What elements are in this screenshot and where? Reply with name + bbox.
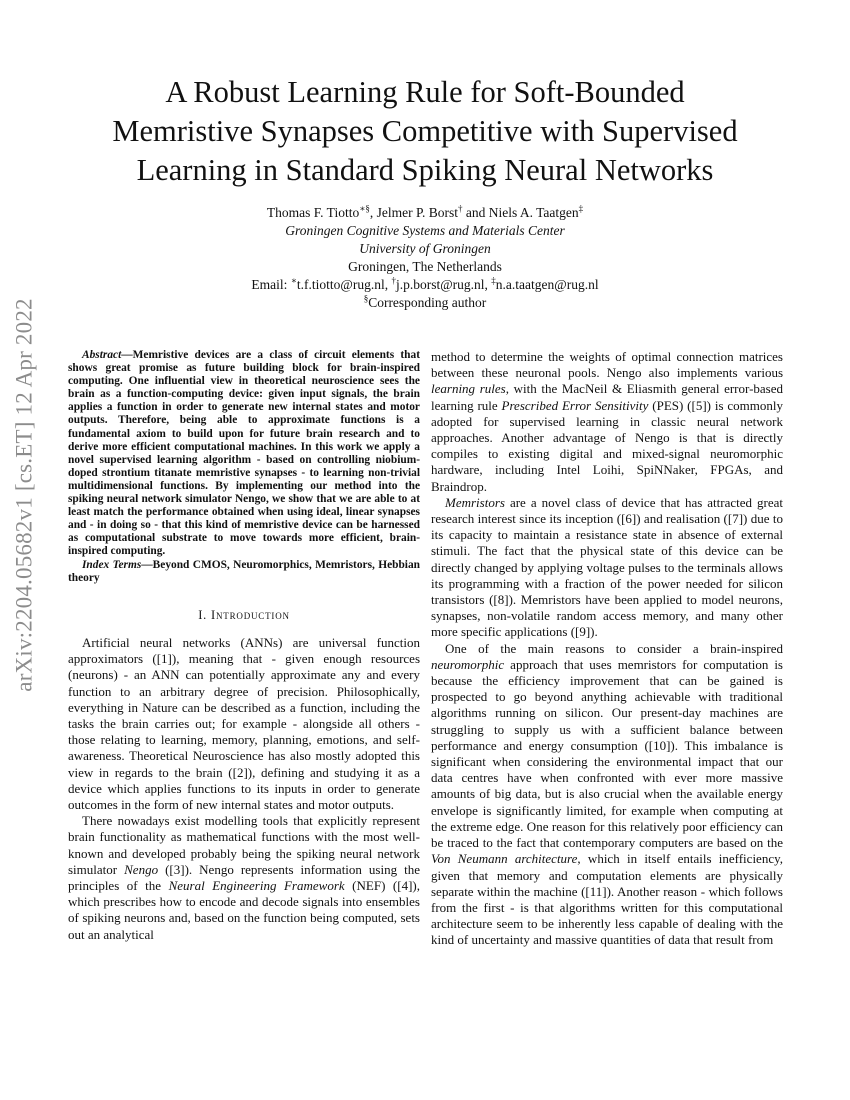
intro-paragraph-1: Artificial neural networks (ANNs) are universal function approximators ([1]), meaning that - given enough resources (neurons) - an ANN can potentially approximate any and every function to an arbitrary degree of precision. Philosophically, everything in Nature can be described as a function, including the tasks the brain carries out; for example - alongside all others - those relating to learning, memory, planning, emotions, and self-awareness. Theoretical Neuroscience has also mostly adopted this view in regards to the brain ([2]), defining and studying it as a device which applies functions to its inputs in order to generate outcomes in the form of new internal states and motor outputs. <box>68 634 420 812</box>
paper-title <box>60 73 790 190</box>
intro-paragraph-3: method to determine the weights of optimal connection matrices between these neuronal pools. Nengo also implements various learning rules, with the MacNeil & Eliasmith general error-based learning rule Prescribed Error Sensitivity (PES) ([5]) is commonly adopted for supervised learning in classic neural network approaches. Another advantage of Nengo is that is directly compiles to existing digital and mixed-signal neuromorphic hardware, including Intel Loihi, SpiNNaker, FPGAs, and Braindrop. <box>431 349 784 494</box>
author-names: Thomas F. Tiotto∗§, Jelmer P. Borst† and Niels A. Taatgen‡ <box>266 203 584 220</box>
affiliation-center: Groningen Cognitive Systems and Materials Center <box>285 223 565 238</box>
right-column <box>431 349 783 949</box>
intro-paragraph-4: Memristors are a novel class of device that has attracted great research interest since its inception ([6]) and realisation ([7]) due to its capacity to maintain a resistance state in absence of external stimuli. The fact that the physical state of this device can be directly changed by applying voltage pulses to the terminals allows its programming with a fraction of the power needed for silicon transistors ([8]). Memristors have been applied to model neurons, synapses, non-volatile random access memory, and many other more specific applications ([9]). <box>431 494 783 640</box>
intro-paragraph-5: One of the main reasons to consider a brain-inspired neuromorphic approach that uses memristors for computation is because the efficiency improvement that can be gained is prospected to go beyond anything achievable with traditional algorithms running on silicon. Our present-day machines are struggling to supply us with a sufficient balance between performance and energy consumption ([10]). This imbalance is significant when considering the environmental impact that our data centres have when confronted with ever more massive amounts of big data, but is also crucial when the available energy envelope is significantly limited, for example when computing at the extreme edge. One reason for this relatively poor efficiency can be traced to the fact that contemporary computers are based on the Von Neumann architecture, which in itself entails inefficiency, given that memory and computation elements are physically separate within the machine ([11]). Another reason - which follows from the first - is that algorithms written for this computational architecture seem to be inherently less capable of dealing with the kind of uncertainty and massive quantities of data that result from <box>431 640 783 948</box>
arxiv-identifier <box>0 295 50 695</box>
index-terms: Index Terms—Beyond CMOS, Neuromorphics, Memristors, Hebbian theory <box>68 558 420 584</box>
author-emails: Email: ∗t.f.tiotto@rug.nl, †j.p.borst@rug.nl, ‡n.a.taatgen@rug.nl <box>251 275 599 292</box>
affiliation-university: University of Groningen <box>359 241 491 256</box>
title-line-3: Learning in Standard Spiking Neural Networks <box>136 153 714 187</box>
left-column <box>68 349 420 943</box>
arxiv-identifier-text: arXiv:2204.05682v1 [cs.ET] 12 Apr 2022 <box>12 298 37 692</box>
abstract: Abstract—Memristive devices are a class of circuit elements that shows great promise as future building block for brain-inspired computing. One influential view in theoretical neuroscience sees the brain as a function-computing device: given input signals, the brain applies a function in order to generate new internal states and motor outputs. Therefore, being able to approximate functions is a fundamental axiom to build upon for future brain research and to derive more efficient computational machines. In this work we apply a novel supervised learning algorithm - based on controlling niobium-doped strontium titanate memristive synapses - to learning non-trivial multidimensional functions. By implementing our method into the spiking neural network simulator Nengo, we show that we are able to at least match the performance obtained when using ideal, linear synapses and - in doing so - that this kind of memristive device can be harnessed as computational substrate to move towards more efficient, brain-inspired computing. <box>68 349 420 558</box>
corresponding-author-note: §Corresponding author <box>363 293 487 310</box>
section-heading-introduction: I. Introduction <box>198 607 290 622</box>
title-line-1: A Robust Learning Rule for Soft-Bounded <box>165 75 685 109</box>
title-line-2: Memristive Synapses Competitive with Supervised <box>112 114 738 148</box>
intro-paragraph-2: There nowadays exist modelling tools that explicitly represent brain functionality as mathematical functions with the most well-known and developed probably being the spiking neural network simulator Nengo ([3]). Nengo represents information using the principles of the Neural Engineering Framework (NEF) ([4]), which prescribes how to encode and decode signals into ensembles of spiking neurons and, based on the function being computed, sets out an analytical <box>68 813 420 942</box>
affiliation-city: Groningen, The Netherlands <box>348 259 502 274</box>
author-block <box>60 204 790 312</box>
